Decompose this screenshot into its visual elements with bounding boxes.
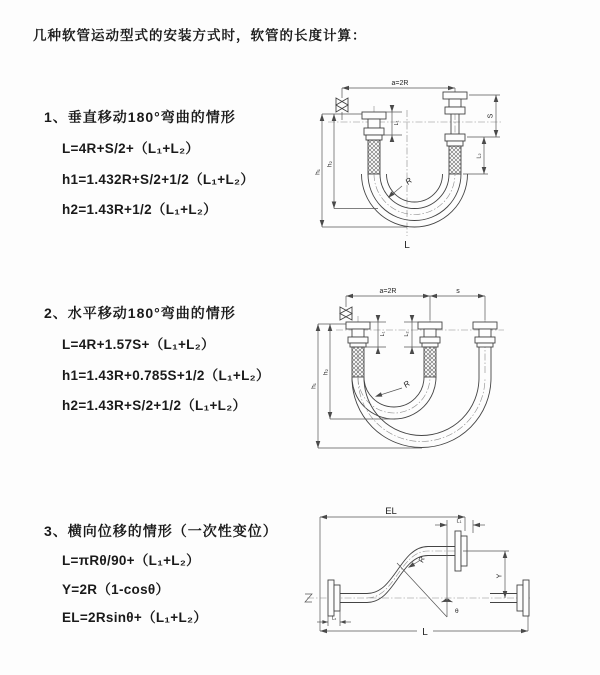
dim-h1 bbox=[315, 114, 408, 227]
section-2-formula-h2: h2=1.43R+S/2+1/2（L₁+L₂） bbox=[62, 398, 247, 413]
angle-construction bbox=[397, 520, 459, 617]
section-3-heading: 3、横向位移的情形（一次性变位） bbox=[44, 523, 278, 539]
braided-hose-section bbox=[368, 140, 380, 174]
radius-label: R bbox=[416, 555, 427, 564]
dim-s bbox=[467, 95, 500, 137]
dim-h2-label: h₂ bbox=[322, 368, 330, 376]
diagram-horizontal-180-bend bbox=[308, 282, 518, 452]
right-fitting-shifted bbox=[473, 322, 497, 347]
section-2-formula-h1: h1=1.43R+0.785S+1/2（L₁+L₂） bbox=[62, 368, 270, 383]
section-3-formula-EL: EL=2Rsinθ+（L₁+L₂） bbox=[62, 610, 208, 625]
dim-l2 bbox=[404, 315, 424, 354]
dim-length bbox=[320, 616, 528, 638]
hose-u-bend-position-2 bbox=[352, 347, 491, 448]
section-1-formula-h2: h2=1.43R+1/2（L₁+L₂） bbox=[62, 202, 217, 217]
radius-label: R bbox=[401, 378, 412, 390]
radius-label: R bbox=[403, 175, 414, 187]
radius-callout bbox=[374, 379, 412, 399]
dim-l1-label: L₁ bbox=[380, 331, 386, 337]
displaced-hose-centerline bbox=[367, 551, 455, 598]
braided-hose-section bbox=[449, 146, 461, 174]
dim-length-label: L bbox=[422, 627, 428, 638]
dim-shift-label: s bbox=[456, 288, 460, 295]
radius-callout bbox=[407, 555, 427, 570]
braided-hose-section bbox=[424, 347, 436, 377]
left-fitting bbox=[362, 112, 386, 174]
diagram-vertical-180-bend bbox=[312, 72, 512, 257]
dim-l2 bbox=[463, 137, 488, 174]
page-title: 几种软管运动型式的安装方式时，软管的长度计算： bbox=[33, 28, 367, 43]
dim-el-label: EL bbox=[385, 506, 397, 517]
dim-l2-label: L₂ bbox=[331, 615, 337, 622]
dim-l1-label: L₁ bbox=[394, 120, 400, 126]
dim-l1-label: L₁ bbox=[456, 518, 462, 525]
diagram-lateral-displacement bbox=[295, 503, 540, 643]
braided-hose-section bbox=[352, 347, 364, 377]
dim-l1 bbox=[384, 105, 402, 142]
section-2-heading: 2、水平移动180°弯曲的情形 bbox=[44, 305, 236, 321]
section-3-formula-Y: Y=2R（1-cosθ） bbox=[62, 582, 170, 597]
dim-l2-label: L₂ bbox=[404, 331, 410, 337]
dim-h1-label: h₁ bbox=[310, 383, 318, 389]
length-label: L bbox=[404, 240, 410, 251]
section-1-formula-h1: h1=1.432R+S/2+1/2（L₁+L₂） bbox=[62, 172, 255, 187]
dim-l1 bbox=[366, 315, 386, 354]
dim-s-label: S bbox=[487, 113, 495, 119]
theta-label: θ bbox=[455, 608, 459, 615]
valve-icon bbox=[336, 88, 348, 120]
hose-u-bend bbox=[362, 174, 468, 227]
valve-icon bbox=[340, 296, 352, 320]
section-2-formula-L: L=4R+1.57S+（L₁+L₂） bbox=[62, 337, 215, 352]
dim-l2-label: L₂ bbox=[476, 153, 483, 159]
dim-y bbox=[463, 551, 509, 598]
dim-span bbox=[346, 288, 485, 320]
left-flange bbox=[328, 580, 340, 616]
dim-h1-label: h₁ bbox=[314, 169, 322, 175]
dim-y-label: Y bbox=[496, 573, 504, 579]
dim-span-label: a=2R bbox=[379, 288, 397, 295]
section-1-formula-L: L=4R+S/2+（L₁+L₂） bbox=[62, 141, 200, 156]
dim-span bbox=[342, 80, 455, 93]
dim-span-label: a=2R bbox=[391, 80, 409, 87]
section-1-heading: 1、垂直移动180°弯曲的情形 bbox=[44, 109, 236, 125]
section-3-formula-L: L=πRθ/90+（L₁+L₂） bbox=[62, 553, 200, 568]
dim-h2-label: h₂ bbox=[326, 160, 334, 168]
right-fitting-lower bbox=[445, 134, 465, 174]
